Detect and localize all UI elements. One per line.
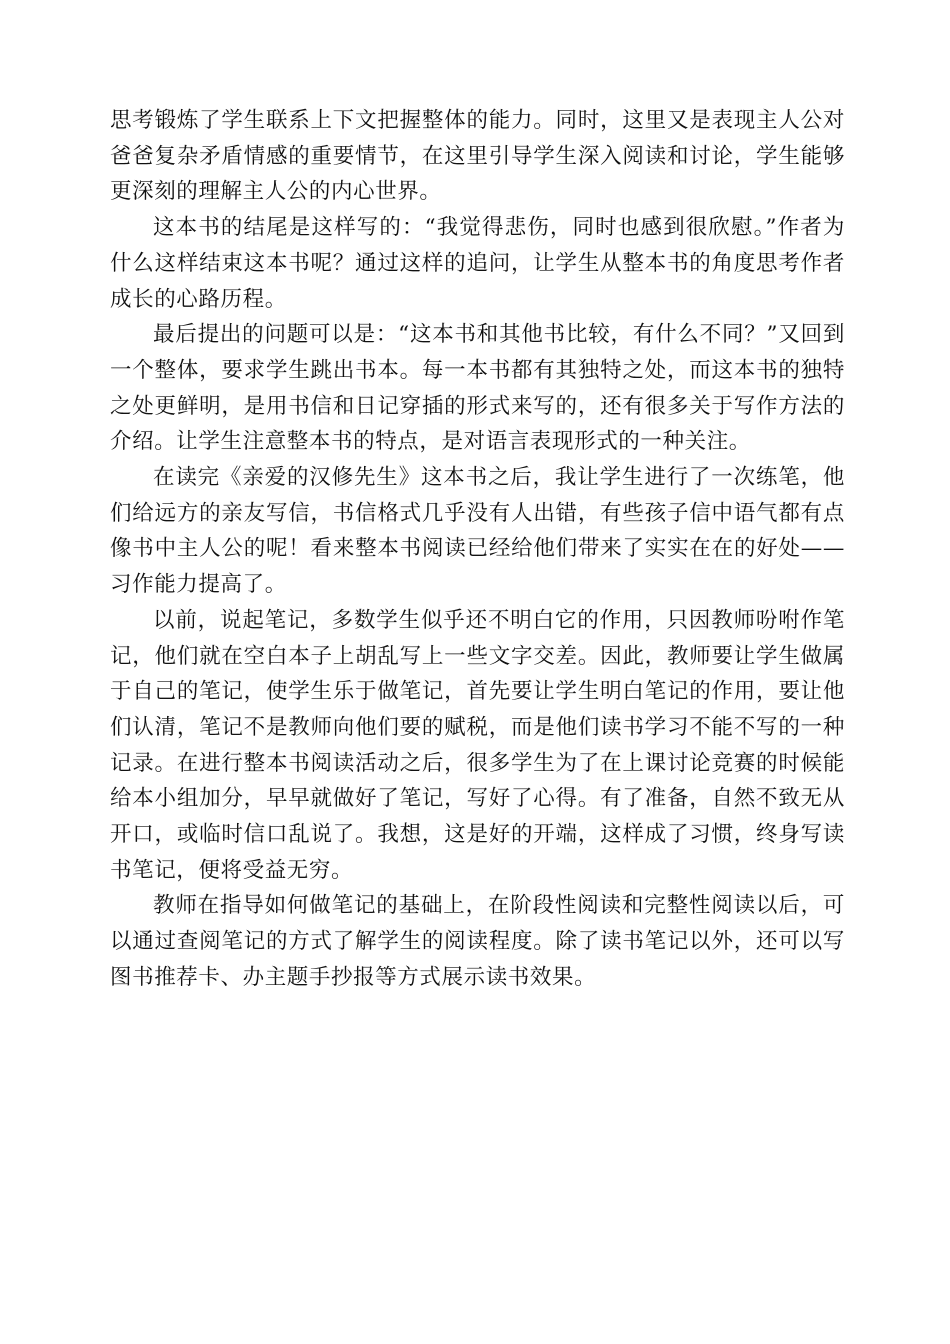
paragraph-1: 思考锻炼了学生联系上下文把握整体的能力。同时，这里又是表现主人公对爸爸复杂矛盾情感的重要情节，在这里引导学生深入阅读和讨论，学生能够更深刻的理解主人公的内心世界。	[110, 108, 845, 205]
paragraph-3: 最后提出的问题可以是：“这本书和其他书比较，有什么不同？”又回到一个整体，要求学生跳出书本。每一本书都有其独特之处，而这本书的独特之处更鲜明，是用书信和日记穿插的形式来写的，还有很多关于写作方法的介绍。让学生注意整本书的特点，是对语言表现形式的一种关注。	[110, 322, 845, 455]
paragraph-4: 在读完《亲爱的汉修先生》这本书之后，我让学生进行了一次练笔，他们给远方的亲友写信，书信格式几乎没有人出错，有些孩子信中语气都有点像书中主人公的呢！看来整本书阅读已经给他们带来了实实在在的好处——习作能力提高了。	[110, 465, 845, 598]
document-body	[110, 103, 845, 996]
paragraph-5: 以前，说起笔记，多数学生似乎还不明白它的作用，只因教师吩咐作笔记，他们就在空白本子上胡乱写上一些文字交差。因此，教师要让学生做属于自己的笔记，使学生乐于做笔记，首先要让学生明白笔记的作用，要让他们认清，笔记不是教师向他们要的赋税，而是他们读书学习不能不写的一种记录。在进行整本书阅读活动之后，很多学生为了在上课讨论竞赛的时候能给本小组加分，早早就做好了笔记，写好了心得。有了准备，自然不致无从开口，或临时信口乱说了。我想，这是好的开端，这样成了习惯，终身写读书笔记，便将受益无穷。	[110, 607, 845, 883]
paragraph-2: 这本书的结尾是这样写的：“我觉得悲伤，同时也感到很欣慰。”作者为什么这样结束这本书呢？通过这样的追问，让学生从整本书的角度思考作者成长的心路历程。	[110, 215, 845, 312]
paragraph-6: 教师在指导如何做笔记的基础上，在阶段性阅读和完整性阅读以后，可以通过查阅笔记的方式了解学生的阅读程度。除了读书笔记以外，还可以写图书推荐卡、办主题手抄报等方式展示读书效果。	[110, 893, 845, 990]
